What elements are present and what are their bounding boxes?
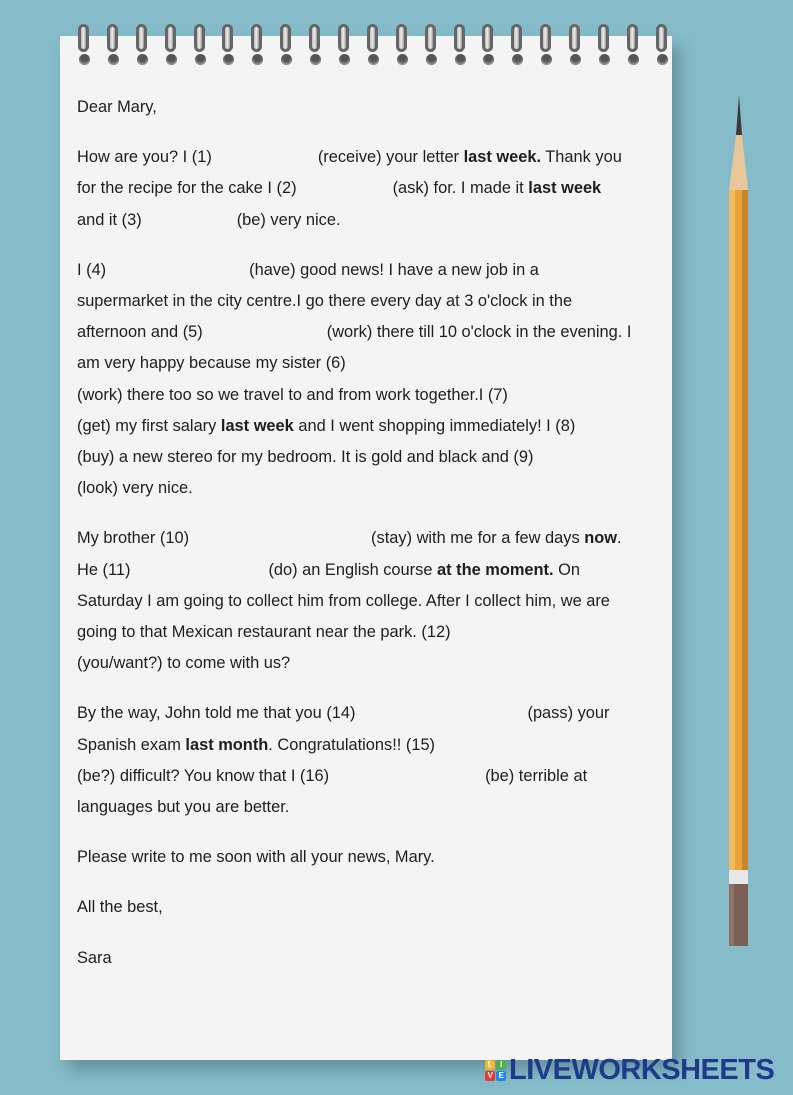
- spiral-ring: [598, 24, 610, 66]
- logo-badge-letter: E: [496, 1071, 506, 1081]
- spiral-ring: [482, 24, 494, 66]
- pencil-icon: [726, 95, 766, 955]
- spiral-ring: [367, 24, 379, 66]
- spiral-ring: [165, 24, 177, 66]
- spiral-ring: [251, 24, 263, 66]
- logo-badge-letter: V: [485, 1071, 495, 1081]
- spiral-ring: [454, 24, 466, 66]
- signature: Sara: [77, 948, 112, 967]
- logo-badge-letter: I: [496, 1060, 506, 1070]
- paragraph-4: By the way, John told me that you (14) (pass) your Spanish exam last month. Congratulations!! (15) (be?) difficult? You know that I (16) (be) terrible at languages but you are better.: [77, 704, 610, 817]
- spiral-ring: [656, 24, 668, 66]
- logo-badge-letter: L: [485, 1060, 495, 1070]
- logo-text: LIVEWORKSHEETS: [509, 1054, 775, 1086]
- paragraph-2: I (4) (have) good news! I have a new job in a supermarket in the city centre.I go there every day at 3 o'clock in the afternoon and (5) (work) there till 10 o'clock in the evening. I am very happy because my sister (6) (work) there too so we travel to and from work together.I (7) (get) my first salary last week and I went shopping immediately! I (8) (buy) a new stereo for my bedroom. It is gold and black and (9) (look) very nice.: [77, 260, 632, 498]
- spiral-ring: [338, 24, 350, 66]
- spiral-ring: [627, 24, 639, 66]
- logo-badge-icon: [485, 1060, 506, 1081]
- spiral-ring: [107, 24, 119, 66]
- spiral-binding: [74, 24, 674, 70]
- paragraph-5: Please write to me soon with all your news, Mary.: [77, 848, 435, 867]
- spiral-ring: [425, 24, 437, 66]
- spiral-ring: [194, 24, 206, 66]
- spiral-ring: [540, 24, 552, 66]
- liveworksheets-logo: [485, 1054, 774, 1087]
- spiral-ring: [222, 24, 234, 66]
- spiral-ring: [511, 24, 523, 66]
- letter-body: [77, 92, 662, 993]
- greeting: Dear Mary,: [77, 98, 157, 116]
- spiral-ring: [569, 24, 581, 66]
- spiral-ring: [136, 24, 148, 66]
- paragraph-1: How are you? I (1) (receive) your letter last week. Thank you for the recipe for the cake I (2) (ask) for. I made it last week and it (3) (be) very nice.: [77, 148, 622, 229]
- spiral-ring: [309, 24, 321, 66]
- closing: All the best,: [77, 898, 163, 917]
- paragraph-3: My brother (10) (stay) with me for a few days now. He (11) (do) an English course at the moment. On Saturday I am going to collect him from college. After I collect him, we are going to that Mexican restaurant near the park. (12) (you/want?) to come with us?: [77, 529, 622, 673]
- spiral-ring: [280, 24, 292, 66]
- spiral-ring: [396, 24, 408, 66]
- spiral-ring: [78, 24, 90, 66]
